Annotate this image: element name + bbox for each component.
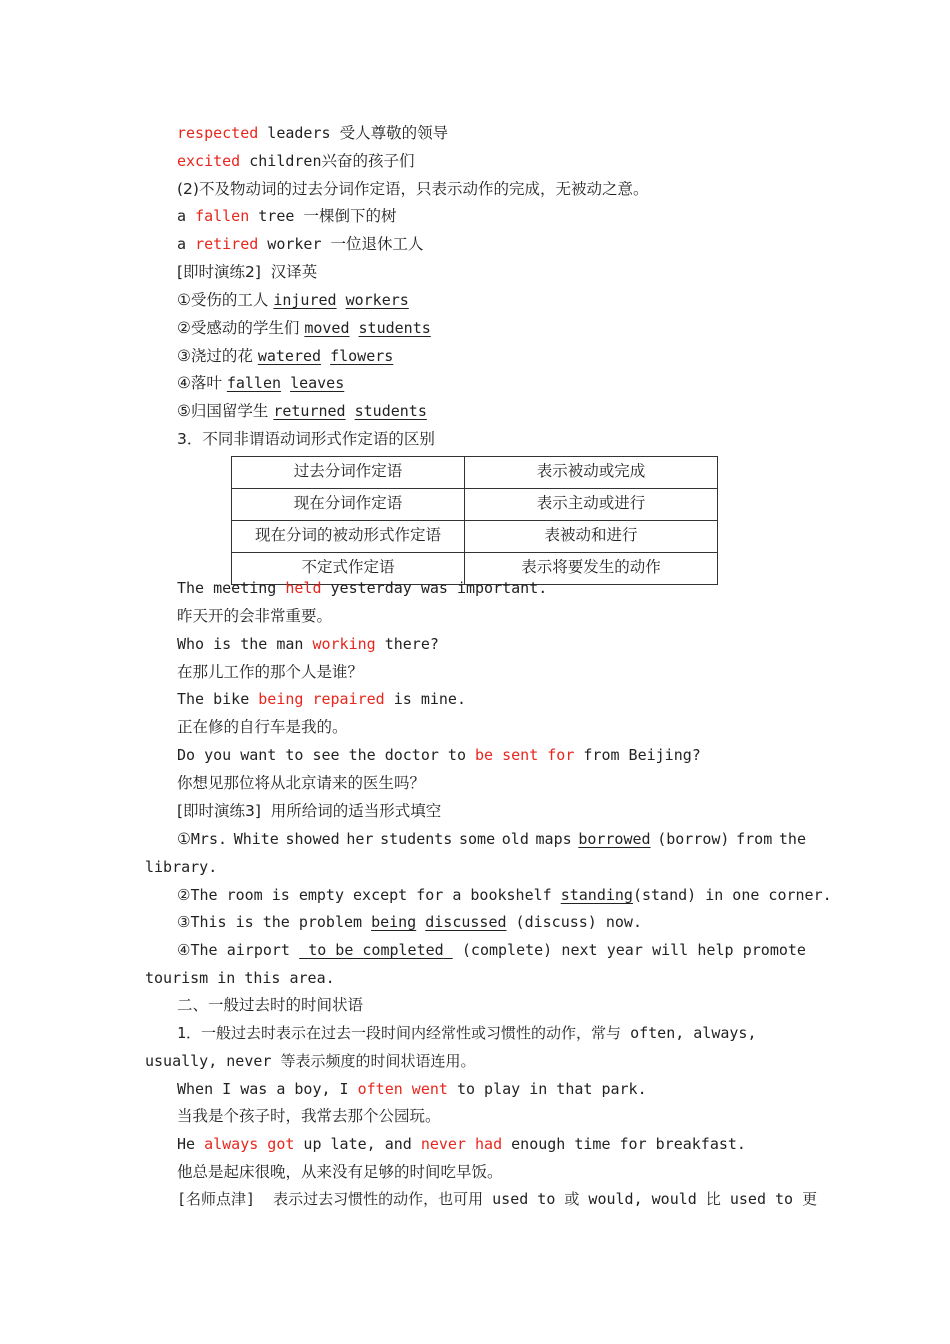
section3-heading: 3．不同非谓语动词形式作定语的区别 bbox=[177, 430, 435, 448]
example-sentence: The bike being repaired is mine. bbox=[177, 690, 466, 708]
table-cell: 不定式作定语 bbox=[232, 553, 465, 585]
part2-rule-line2: usually, never 等表示频度的时间状语连用。 bbox=[145, 1052, 476, 1070]
example-sentence: The meeting held yesterday was important. bbox=[177, 579, 548, 597]
example-translation: 当我是个孩子时，我常去那个公园玩。 bbox=[177, 1107, 441, 1125]
answer-blank: standing bbox=[560, 886, 633, 904]
teacher-note: [名师点津] 表示过去习惯性的动作，也可用 used to 或 would, would 比 used to 更 bbox=[177, 1190, 818, 1208]
part2-rule-line1: 1．一般过去时表示在过去一段时间内经常性或习惯性的动作，常与 often, always, bbox=[177, 1024, 757, 1042]
exercise3-q1-cont: library. bbox=[145, 858, 218, 876]
example-sentence: Who is the man working there? bbox=[177, 635, 439, 653]
exercise3-q4-cont: tourism in this area. bbox=[145, 969, 335, 987]
example-sentence: He always got up late, and never had enough time for breakfast. bbox=[177, 1135, 746, 1153]
rule-intransitive: (2)不及物动词的过去分词作定语，只表示动作的完成，无被动之意。 bbox=[177, 180, 649, 198]
answer-blank: discussed bbox=[425, 913, 507, 931]
exercise3-heading: [即时演练3] 用所给词的适当形式填空 bbox=[177, 802, 442, 820]
table-row bbox=[232, 457, 718, 489]
exercise3-q2: ②The room is empty except for a bookshelf standing(stand) in one corner. bbox=[177, 886, 832, 904]
comparison-table bbox=[231, 456, 718, 585]
exercise2-item: ②受感动的学生们 moved students bbox=[177, 319, 431, 337]
answer-blank: to be completed bbox=[308, 941, 444, 959]
table-cell: 现在分词作定语 bbox=[232, 489, 465, 521]
exercise2-item: ③浇过的花 watered flowers bbox=[177, 347, 394, 365]
table-cell: 表示将要发生的动作 bbox=[465, 553, 718, 585]
example-translation: 你想见那位将从北京请来的医生吗？ bbox=[177, 774, 426, 792]
table-cell: 过去分词作定语 bbox=[232, 457, 465, 489]
table-row bbox=[232, 521, 718, 553]
part2-heading: 二、一般过去时的时间状语 bbox=[177, 996, 364, 1014]
phrase-retired-worker: a retired worker 一位退休工人 bbox=[177, 235, 424, 253]
example-sentence: When I was a boy, I often went to play in that park. bbox=[177, 1080, 647, 1098]
example-translation: 正在修的自行车是我的。 bbox=[177, 718, 348, 736]
exercise3-q4: ④The airport to be completed (complete) next year will help promote bbox=[177, 941, 806, 959]
example-translation: 在那儿工作的那个人是谁？ bbox=[177, 663, 364, 681]
table-cell: 表示被动或完成 bbox=[465, 457, 718, 489]
table-cell: 现在分词的被动形式作定语 bbox=[232, 521, 465, 553]
answer-blank: borrowed bbox=[578, 830, 651, 848]
table-cell: 表被动和进行 bbox=[465, 521, 718, 553]
example-translation: 他总是起床很晚，从来没有足够的时间吃早饭。 bbox=[177, 1163, 503, 1181]
exercise3-q1: ①Mrs. White showed her students some old maps borrowed (borrow) from the bbox=[177, 830, 806, 848]
phrase-fallen-tree: a fallen tree 一棵倒下的树 bbox=[177, 207, 397, 225]
phrase-respected: respected leaders 受人尊敬的领导 bbox=[177, 124, 449, 142]
answer-blank: being bbox=[371, 913, 417, 931]
exercise3-q3: ③This is the problem being discussed (discuss) now. bbox=[177, 913, 642, 931]
table-cell: 表示主动或进行 bbox=[465, 489, 718, 521]
exercise2-heading: [即时演练2] 汉译英 bbox=[177, 263, 318, 281]
example-sentence: Do you want to see the doctor to be sent for from Beijing? bbox=[177, 746, 701, 764]
exercise2-item: ④落叶 fallen leaves bbox=[177, 374, 345, 392]
phrase-excited: excited children兴奋的孩子们 bbox=[177, 152, 415, 170]
exercise2-item: ⑤归国留学生 returned students bbox=[177, 402, 427, 420]
example-translation: 昨天开的会非常重要。 bbox=[177, 607, 333, 625]
table-row bbox=[232, 489, 718, 521]
exercise2-item: ①受伤的工人 injured workers bbox=[177, 291, 409, 309]
